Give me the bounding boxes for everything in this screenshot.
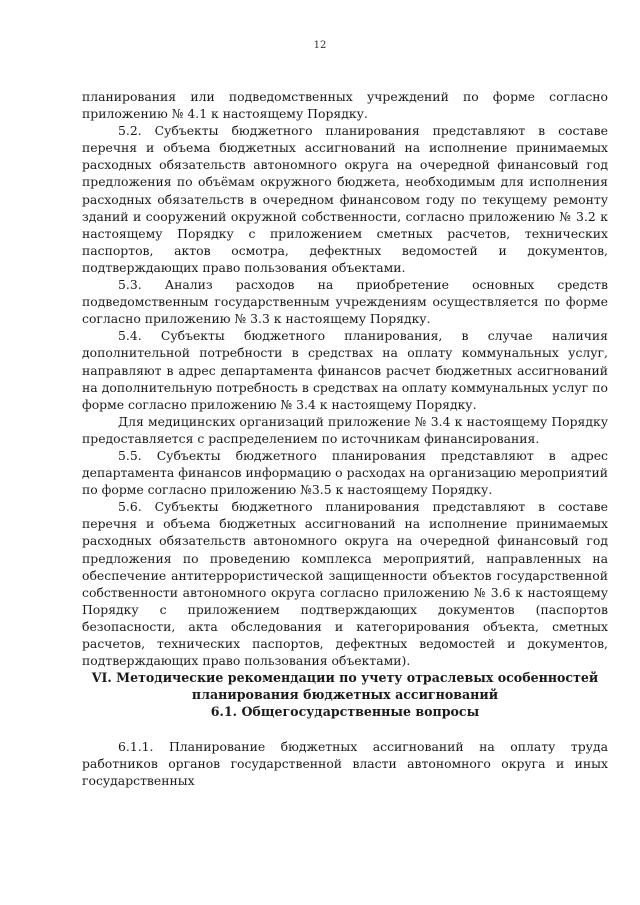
paragraph-5-5: 5.5. Субъекты бюджетного планирования представляют в адрес департамента финансов информацию о расходах на организацию мероприятий по форме согласно приложению №3.5 к настоящему Порядку. bbox=[82, 447, 608, 498]
document-body bbox=[82, 88, 608, 789]
paragraph-6-1-1: 6.1.1. Планирование бюджетных ассигнований на оплату труда работников органов государственной власти автономного округа и иных государственных bbox=[82, 739, 608, 789]
paragraph-5-3: 5.3. Анализ расходов на приобретение основных средств подведомственным государственным учреждениям осуществляется по форме согласно приложению № 3.3 к настоящему Порядку. bbox=[82, 277, 608, 327]
subsection-heading-6-1: 6.1. Общегосударственные вопросы bbox=[210, 704, 480, 720]
page-number: 12 bbox=[313, 40, 327, 51]
paragraph-5-6: 5.6. Субъекты бюджетного планирования представляют в составе перечня и объема бюджетных ассигнований на исполнение принимаемых расходных обязательств автономного округа на очередной финансовый год предложения по проведению комплекса мероприятий, направленных на обеспечение антитеррористической защищенности объектов государственной собственности автономного округа согласно приложению № 3.6 к настоящему Порядку с приложением подтверждающих документов (паспортов безопасности, акта обследования и категорирования объекта, сметных расчетов, технических паспортов, дефектных ведомостей и документов, подтверждающих право пользования объектами). bbox=[82, 499, 608, 669]
section-heading-vi bbox=[82, 669, 608, 703]
paragraph-medical-organizations: Для медицинских организаций приложение № 3.4 к настоящему Порядку предоставляется с распределением по источникам финансирования. bbox=[82, 413, 608, 446]
paragraph-continuation: планирования или подведомственных учреждений по форме согласно приложению № 4.1 к настоящему Порядку. bbox=[82, 89, 608, 122]
section-heading-vi-line-1: VI. Методические рекомендации по учету отраслевых особенностей bbox=[91, 670, 599, 686]
paragraph-5-4: 5.4. Субъекты бюджетного планирования, в случае наличия дополнительной потребности в средствах на оплату коммунальных услуг, направляют в адрес департамента финансов расчет бюджетных ассигнований на дополнительную потребность в средствах на оплату коммунальных услуг по форме согласно приложению № 3.4 к настоящему Порядку. bbox=[82, 328, 608, 412]
section-heading-vi-line-2: планирования бюджетных ассигнований bbox=[191, 687, 499, 703]
paragraph-5-2: 5.2. Субъекты бюджетного планирования представляют в составе перечня и объема бюджетных ассигнований на исполнение принимаемых расходных обязательств автономного округа на очередной финансовый год предложения по объёмам окружного бюджета, необходимым для исполнения расходных обязательств в очередном финансовом году по текущему ремонту зданий и сооружений окружной собственности, согласно приложению № 3.2 к настоящему Порядку с приложением сметных расчетов, технических паспортов, актов осмотра, дефектных ведомостей и документов, подтверждающих право пользования объектами. bbox=[82, 123, 608, 275]
